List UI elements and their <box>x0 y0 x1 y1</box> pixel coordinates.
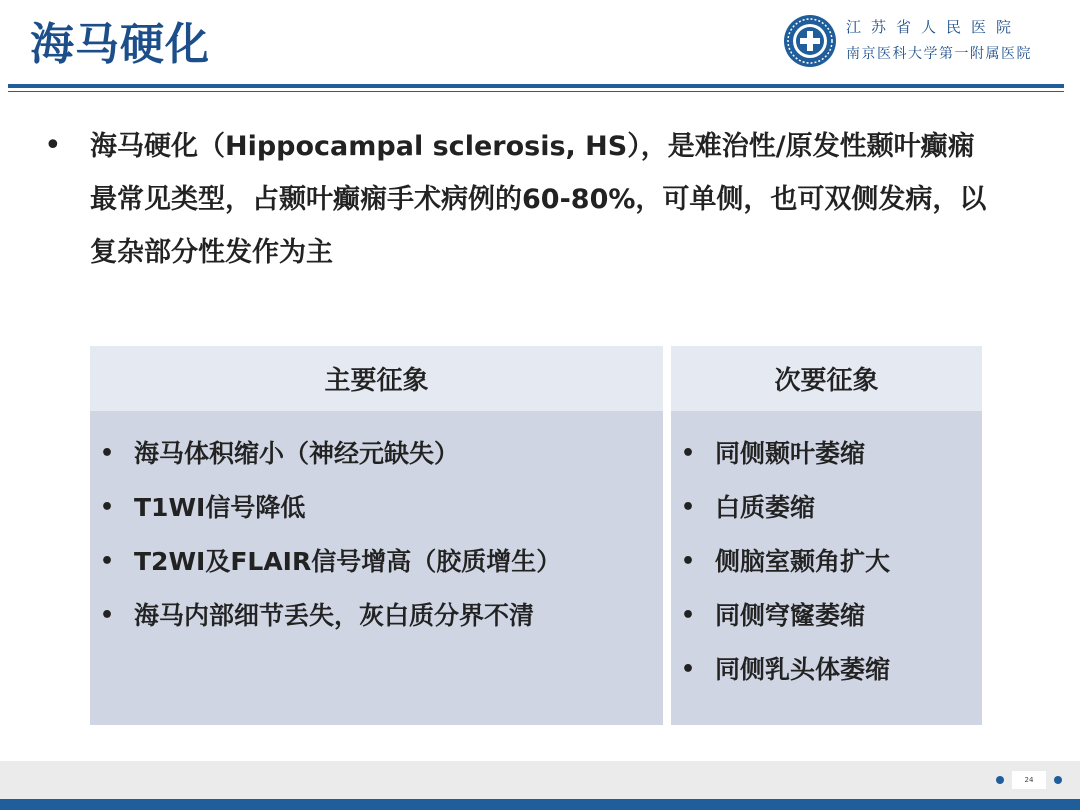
list-item: • 同侧穹窿萎缩 <box>671 589 982 643</box>
list-item: • 白质萎缩 <box>671 481 982 535</box>
header-rule-thin <box>8 91 1064 92</box>
hospital-affiliation: 南京医科大学第一附属医院 <box>846 46 1032 62</box>
intro-paragraph: 海马硬化（Hippocampal sclerosis, HS），是难治性/原发性颞叶癫痫最常见类型，占颞叶癫痫手术病例的60-80%，可单侧，也可双侧发病，以复杂部分性发作为主 <box>90 131 987 268</box>
major-signs-heading: 主要征象 <box>90 346 663 411</box>
list-item: • 海马内部细节丢失，灰白质分界不清 <box>90 589 663 643</box>
minor-signs-list <box>671 427 982 697</box>
list-item: • 侧脑室颞角扩大 <box>671 535 982 589</box>
footer-dot-icon <box>996 776 1004 784</box>
header-rule <box>8 84 1064 88</box>
minor-signs-heading: 次要征象 <box>671 346 982 411</box>
intro-bullet: • <box>44 128 62 163</box>
minor-signs-column <box>671 346 982 725</box>
list-item: • T1WI信号降低 <box>90 481 663 535</box>
hospital-name: 江苏省人民医院 <box>846 18 1022 36</box>
list-item: • T2WI及FLAIR信号增高（胶质增生） <box>90 535 663 589</box>
major-signs-body <box>90 411 663 725</box>
major-signs-column <box>90 346 663 725</box>
hospital-emblem-icon <box>783 14 837 68</box>
major-signs-list <box>90 427 663 643</box>
footer-band <box>0 761 1080 799</box>
list-item: • 同侧乳头体萎缩 <box>671 643 982 697</box>
minor-signs-body <box>671 411 982 725</box>
footer-dot-icon <box>1054 776 1062 784</box>
list-item: • 海马体积缩小（神经元缺失） <box>90 427 663 481</box>
list-item: • 同侧颞叶萎缩 <box>671 427 982 481</box>
footer-bar <box>0 799 1080 810</box>
page-number: 24 <box>1012 771 1046 789</box>
slide-title: 海马硬化 <box>30 19 210 70</box>
